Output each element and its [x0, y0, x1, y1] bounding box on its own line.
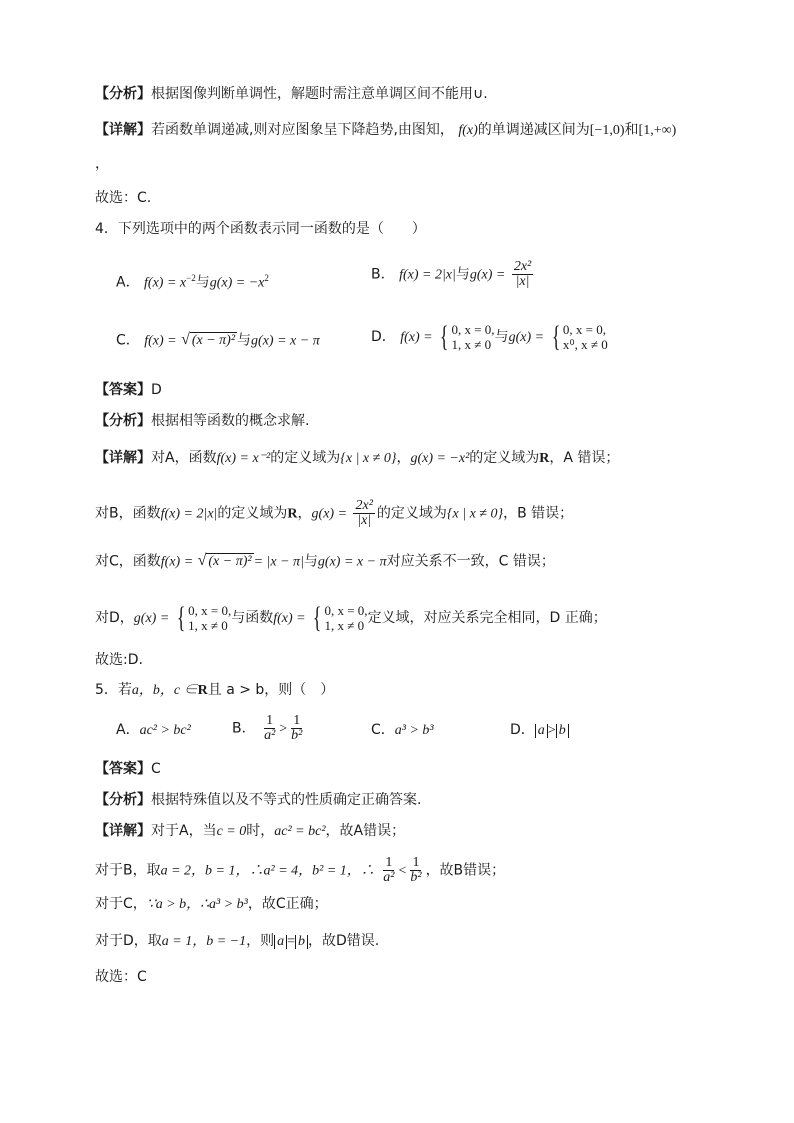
analysis-text: 根据相等函数的概念求解.	[151, 413, 310, 429]
q5-stem	[95, 680, 334, 701]
analysis-tag: 【分析】	[95, 792, 151, 808]
q5-analysis	[95, 790, 421, 810]
frac-num: 1	[293, 713, 301, 728]
sqrt-body: (x − π)²	[208, 554, 252, 569]
op: >	[279, 721, 288, 737]
fraction-1	[381, 856, 396, 885]
q5-detail-a	[95, 821, 405, 842]
q5-detail-c	[95, 894, 328, 915]
math: g(x) =	[133, 611, 170, 626]
q4-detail-c	[95, 551, 555, 573]
math: {x | x ≠ 0}	[446, 506, 504, 522]
case-1: 0, x = 0,	[451, 322, 495, 337]
text: 对应关系不一致，C 错误；	[386, 553, 555, 570]
text: ，	[297, 505, 312, 522]
math: g(x) =	[311, 506, 348, 522]
q4-option-c	[116, 330, 320, 352]
math: a³ > b³	[394, 723, 434, 738]
option-d-f: f(x) =	[400, 330, 433, 345]
math: c = 0	[216, 824, 247, 839]
abs-a: a	[274, 935, 287, 949]
op: <	[398, 863, 407, 879]
option-label: D．	[510, 722, 535, 738]
math: a = 1，b = −1	[161, 934, 247, 949]
analysis-tag: 【分析】	[95, 413, 151, 429]
q3-comma-line	[95, 154, 109, 174]
option-label: A．	[116, 722, 140, 738]
frac-num: 1	[266, 713, 274, 728]
math: f(x) = 2|x|	[160, 506, 218, 522]
text: 对B，函数	[95, 505, 161, 522]
q4-option-a	[116, 268, 269, 294]
piecewise-g: { 0, x = 0, 1, x ≠ 0	[176, 601, 232, 634]
text: 对D，	[95, 610, 134, 626]
case-1: 0, x = 0,	[324, 603, 368, 618]
text: 的定义域为	[376, 505, 447, 522]
math: g(x) = x − π	[317, 554, 387, 570]
detail-text: 若函数单调递减,则对应图象呈下降趋势,由图知，	[151, 122, 454, 138]
option-d-piecewise-g: { 0, x = 0, x⁰, x ≠ 0	[551, 320, 608, 353]
q4-answer	[95, 380, 162, 400]
option-c-f: f(x) =	[144, 333, 177, 349]
option-d-g: g(x) =	[508, 330, 545, 345]
q5-detail-b	[95, 856, 505, 885]
option-c-sqrt: √ (x − π)²	[181, 331, 236, 348]
frac-num: 2x²	[513, 259, 532, 274]
text: 与	[303, 553, 318, 570]
q5-option-d	[510, 720, 569, 741]
fraction	[353, 499, 374, 528]
frac-den: |x|	[515, 274, 530, 289]
text: 对C，函数	[95, 553, 161, 570]
op: >	[547, 723, 556, 738]
math: f(x) =	[160, 554, 194, 570]
option-label: C．	[371, 722, 395, 738]
option-label: D．	[371, 329, 396, 345]
option-a-with: 与	[195, 274, 210, 291]
sqrt-body: (x − π)²	[191, 333, 236, 348]
comma: ，	[95, 156, 109, 172]
text: 对A，函数	[151, 450, 217, 466]
frac-den: b²	[410, 870, 422, 885]
abs-a: a	[535, 724, 548, 738]
detail-tag: 【详解】	[95, 450, 151, 466]
q4-option-d	[371, 322, 608, 352]
frac-den: a²	[264, 728, 276, 743]
text: 的定义域为	[270, 450, 341, 466]
math: a，b，c ∈	[131, 683, 198, 698]
answer-tag: 【答案】	[95, 382, 151, 398]
option-c-with: 与	[237, 332, 252, 349]
case-1: 0, x = 0,	[562, 322, 607, 337]
text: 对于B，取	[95, 862, 161, 879]
detail-fx: f(x)	[458, 123, 478, 138]
q5-answer	[95, 759, 161, 779]
math: g(x) = −x²	[410, 451, 470, 466]
text: 对于A，当	[151, 823, 217, 839]
frac-num: 1	[385, 855, 393, 870]
case-1: 0, x = 0,	[188, 603, 232, 618]
abs-b: b	[556, 724, 569, 738]
fraction-2	[408, 856, 423, 885]
q4-final: 故选:D.	[95, 652, 143, 668]
option-label: B．	[232, 720, 256, 737]
text: ，故B错误；	[425, 862, 506, 879]
math: f(x) = x⁻²	[216, 451, 271, 466]
q4-detail-b	[95, 499, 573, 528]
option-a-g-exp: 2	[264, 273, 269, 283]
q5-detail-d	[95, 931, 379, 952]
text: ，故A错误；	[325, 823, 406, 839]
option-label: B．	[371, 266, 395, 283]
fraction-2	[289, 714, 304, 743]
text: 与函数	[231, 610, 274, 626]
frac-den: b²	[291, 728, 303, 743]
q4-analysis	[95, 411, 309, 431]
option-b-with: 与	[455, 266, 470, 283]
interval-1: [−1,0)	[589, 123, 625, 138]
math: a = 2，b = 1，∴a² = 4，b² = 1，∴	[160, 863, 375, 879]
option-a-f-exp: −2	[186, 273, 196, 283]
text: ，B 错误；	[503, 505, 574, 522]
q4-detail-a	[95, 448, 619, 469]
interval-2: [1,+∞)	[638, 123, 677, 138]
math-R: R	[287, 506, 298, 522]
text: 的定义域为	[469, 450, 540, 466]
frac-num: 2x²	[355, 498, 373, 513]
case-2: 1, x ≠ 0	[451, 337, 492, 352]
answer-value: D	[151, 382, 162, 398]
detail-text2: 的单调递减区间为	[477, 122, 590, 138]
q3-detail	[95, 120, 676, 141]
math-R: R	[539, 451, 550, 466]
answer-value: C	[151, 761, 161, 777]
detail-tag: 【详解】	[95, 823, 151, 839]
q5-option-a	[116, 720, 191, 741]
text: ，故C正确；	[247, 896, 328, 912]
math: ac² = bc²	[274, 824, 326, 839]
option-d-with: 与	[494, 329, 509, 345]
math: = |x − π|	[253, 554, 304, 570]
text: 5．若	[95, 682, 132, 698]
text: ，则	[246, 933, 275, 949]
sqrt: √ (x − π)²	[197, 552, 252, 569]
option-b-fraction	[512, 260, 533, 289]
math: {x | x ≠ 0}	[340, 451, 397, 466]
frac-den: a²	[383, 870, 395, 885]
q5-final: 故选：C	[95, 969, 147, 985]
option-b-f: f(x) = 2|x|	[399, 267, 456, 283]
op: =	[287, 934, 296, 949]
detail-tag: 【详解】	[95, 122, 151, 138]
text: ，故D错误.	[308, 933, 380, 949]
frac-num: 1	[412, 855, 420, 870]
option-d-piecewise-f: { 0, x = 0, 1, x ≠ 0	[439, 320, 495, 353]
text: 定义域，对应关系完全相同，D 正确；	[367, 610, 607, 626]
case-2: 1, x ≠ 0	[188, 618, 228, 633]
text: ，	[396, 450, 411, 466]
q4-option-b	[371, 260, 535, 289]
frac-den: |x|	[357, 513, 372, 528]
q5-option-b	[232, 714, 306, 743]
text: 且 a > b，则（ ）	[207, 682, 335, 698]
analysis-tag: 【分析】	[95, 86, 151, 102]
math: f(x) =	[273, 611, 306, 626]
analysis-text: 根据图像判断单调性，解题时需注意单调区间不能用∪.	[151, 86, 488, 102]
option-label: A．	[116, 274, 140, 291]
option-label: C．	[116, 332, 140, 349]
text: 时，	[246, 823, 275, 839]
fraction-1	[262, 714, 277, 743]
piecewise-f: { 0, x = 0, 1, x ≠ 0	[312, 601, 368, 634]
text: ，A 错误；	[549, 450, 620, 466]
case-2: 1, x ≠ 0	[324, 618, 365, 633]
and-text: 和	[624, 122, 639, 138]
text: 对于D，取	[95, 933, 162, 949]
q3-answer: 故选：C.	[95, 190, 152, 206]
option-a-g: g(x) = −x	[209, 275, 265, 291]
option-a-f: f(x) = x	[144, 275, 187, 291]
q4-detail-d	[95, 603, 607, 633]
q5-option-c	[371, 720, 434, 741]
answer-tag: 【答案】	[95, 761, 151, 777]
q4-stem: 4．下列选项中的两个函数表示同一函数的是（ ）	[95, 221, 426, 237]
option-b-g: g(x) =	[469, 267, 506, 283]
text: 对于C，	[95, 896, 147, 912]
text: 的定义域为	[217, 505, 288, 522]
analysis-text: 根据特殊值以及不等式的性质确定正确答案.	[151, 792, 422, 808]
case-2: x⁰, x ≠ 0	[562, 337, 608, 352]
option-c-g: g(x) = x − π	[251, 333, 320, 349]
math-R: R	[197, 683, 208, 698]
q3-analysis	[95, 84, 488, 104]
abs-b: b	[295, 935, 308, 949]
math: ∵a > b，∴a³ > b³	[146, 897, 248, 912]
math: ac² > bc²	[139, 723, 191, 738]
